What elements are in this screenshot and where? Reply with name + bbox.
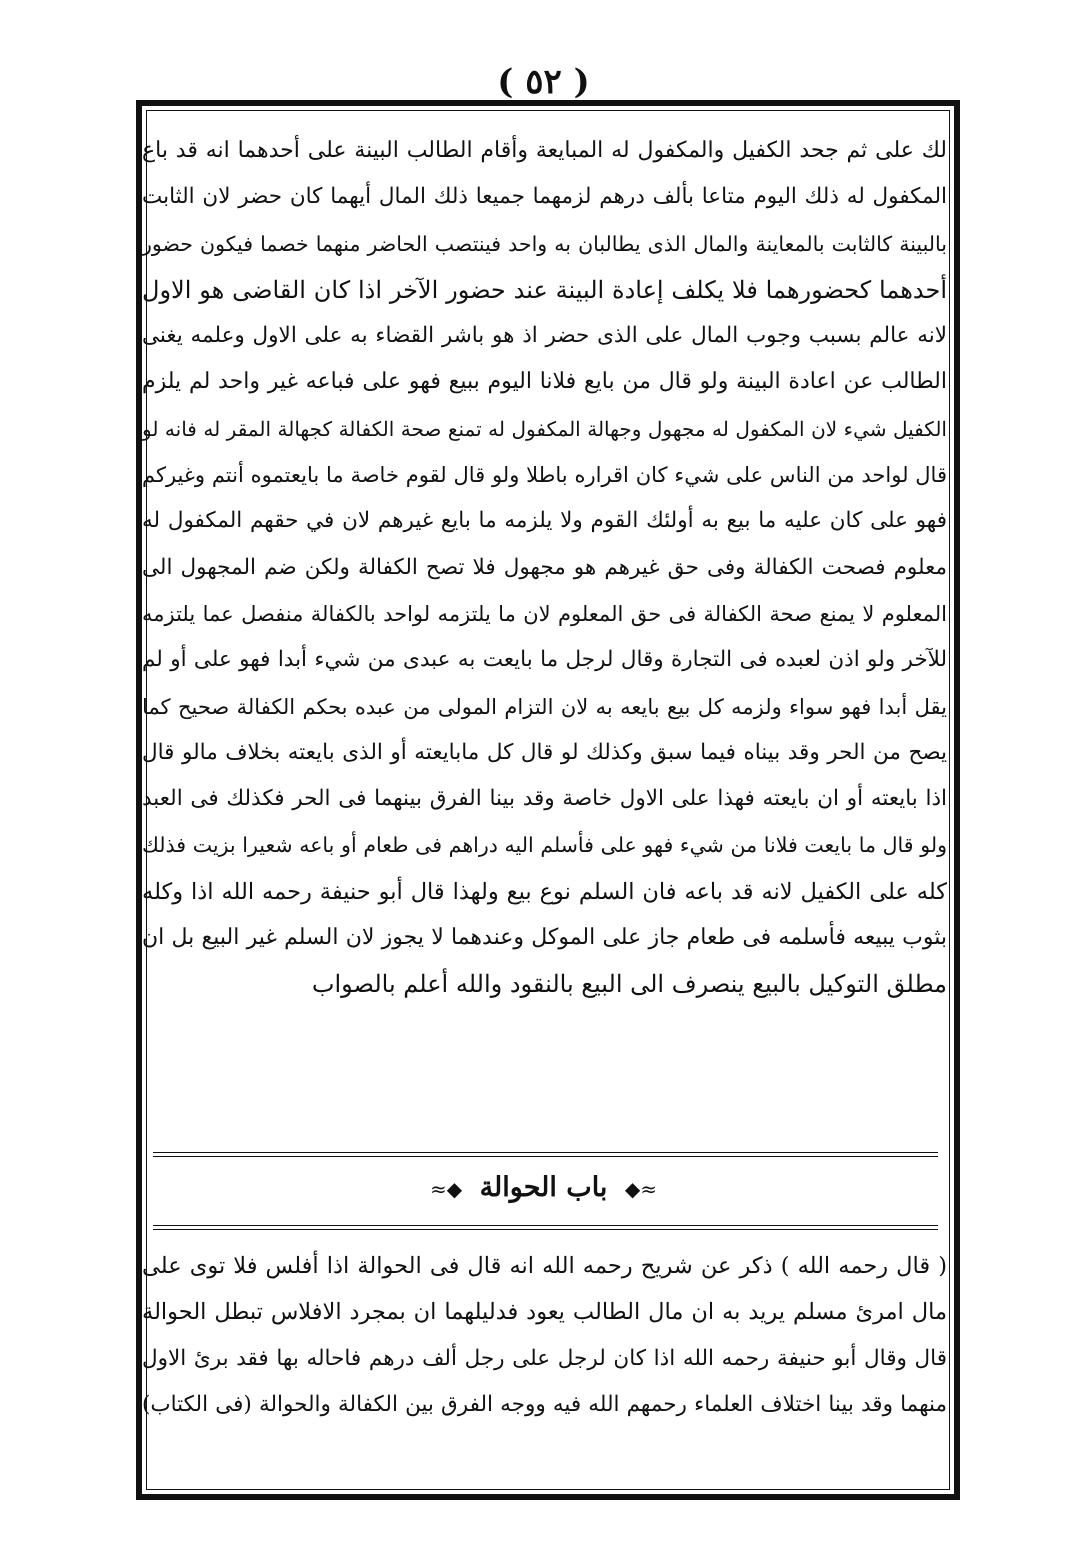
text-line: بالبينة كالثابت بالمعاينة والمال الذى يطالبان به واحد فينتصب الحاضر منهما خصما فيكون حضور xyxy=(142,231,947,256)
section-title: باب الحوالة xyxy=(479,1172,608,1203)
section-heading xyxy=(0,1172,1087,1203)
text-line: الكفيل شيء لان المكفول له مجهول وجهالة المكفول له تمنع صحة الكفالة كجهالة المقر له فانه لو xyxy=(142,416,947,441)
text-line: بثوب يبيعه فأسلمه فى طعام جاز على الموكل وعندهما لا يجوز لان السلم غير البيع بل ان xyxy=(142,925,947,951)
text-line: اذا بايعته أو ان بايعته فهذا على الاول خاصة وقد بينا الفرق بينهما فى الحر فكذلك فى العبد xyxy=(142,786,947,812)
text-line: لك على ثم جحد الكفيل والمكفول له المبايعة وأقام الطالب البينة على أحدهما انه قد باع xyxy=(142,138,947,163)
section-text-block xyxy=(142,1243,947,1428)
text-line: لانه عالم بسبب وجوب المال على الذى حضر اذ هو باشر القضاء به على الاول وعلمه يغنى xyxy=(142,323,947,349)
text-line: كله على الكفيل لانه قد باعه فان السلم نوع بيع ولهذا قال أبو حنيفة رحمه الله اذا وكله xyxy=(142,878,947,905)
text-line: فهو على كان عليه ما بيع به أولئك القوم ولا يلزمه ما بايع غيرهم لان في حقهم المكفول له xyxy=(142,508,947,534)
text-line: قال لواحد من الناس على شيء كان اقراره باطلا ولو قال لقوم خاصة ما بايعتموه أنتم وغيركم xyxy=(142,463,947,488)
text-line: المكفول له ذلك اليوم متاعا بألف درهم لزمهما جميعا ذلك المال أيهما كان حضر لان الثابت xyxy=(142,184,947,210)
text-line: أحدهما كحضورهما فلا يكلف إعادة البينة عند حضور الآخر اذا كان القاضى هو الاول xyxy=(142,275,947,304)
text-line: الطالب عن اعادة البينة ولو قال من بايع فلانا اليوم ببيع فهو على فباعه غير واحد لم يلزم xyxy=(142,369,947,395)
ornament-icon: ◆≈ xyxy=(430,1177,463,1201)
section-divider-bottom xyxy=(153,1225,938,1226)
text-line: منهما وقد بينا اختلاف العلماء رحمهم الله فيه ووجه الفرق بين الكفالة والحوالة (فى الكتاب) xyxy=(142,1391,947,1417)
text-line: ( قال رحمه الله ) ذكر عن شريح رحمه الله انه قال فى الحوالة اذا أفلس فلا توى على xyxy=(142,1253,947,1279)
main-text-block xyxy=(142,128,947,1008)
section-divider-top xyxy=(153,1152,938,1153)
text-line: يقل أبدا فهو سواء ولزمه كل بيع بايعه به لان التزام المولى من عبده بحكم الكفالة صحيح كما xyxy=(142,694,947,719)
text-line: للآخر ولو اذن لعبده فى التجارة وقال لرجل ما بايعت به عبدى من شيء أبدا فهو على أو لم xyxy=(142,647,947,673)
text-line: يصح من الحر وقد بيناه فيما سبق وكذلك لو قال كل مابايعته أو الذى بايعته بخلاف مالو قال xyxy=(142,739,947,765)
text-line: مال امرئ مسلم يريد به ان مال الطالب يعود فدليلهما ان بمجرد الافلاس تبطل الحوالة xyxy=(142,1299,947,1326)
ornament-icon: ≈◆ xyxy=(624,1177,657,1201)
text-line: مطلق التوكيل بالبيع ينصرف الى البيع بالنقود والله أعلم بالصواب xyxy=(311,970,947,999)
text-line: المعلوم لا يمنع صحة الكفالة فى حق المعلوم لان ما يلتزمه لواحد بالكفالة منفصل عما يلتزمه xyxy=(142,601,947,626)
page-number: ( ٥٢ ) xyxy=(497,62,590,102)
text-line: قال وقال أبو حنيفة رحمه الله اذا كان لرجل على رجل ألف درهم فاحاله بها فقد برئ الاول xyxy=(142,1345,947,1371)
text-line: ولو قال ما بايعت فلانا من شيء فهو على فأسلم اليه دراهم فى طعام أو باعه شعيرا بزيت فذلك xyxy=(142,833,947,858)
text-line: معلوم فصحت الكفالة وفى حق غيرهم هو مجهول فلا تصح الكفالة ولكن ضم المجهول الى xyxy=(142,554,947,580)
